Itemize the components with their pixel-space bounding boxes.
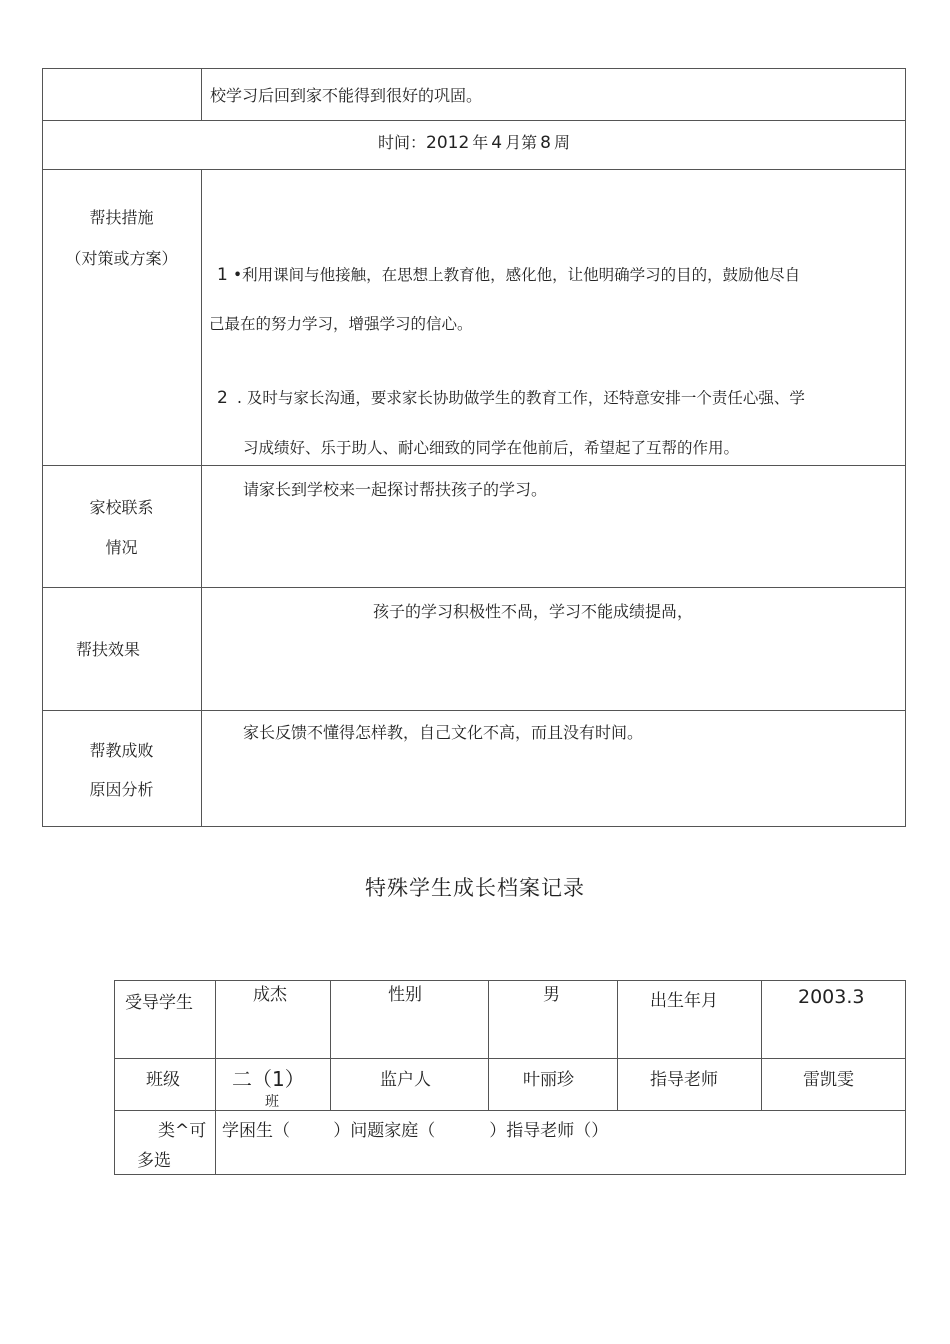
time-month: 4 (491, 133, 503, 153)
row-divider (42, 465, 906, 466)
row-divider (42, 587, 906, 588)
time-row (42, 133, 906, 153)
measure-2-line-1: . 及时与家长沟通，要求家长协助做学生的教育工作，还特意安排一个责任心强、学 (237, 389, 805, 407)
contact-label: 家校联系 (89, 498, 154, 517)
effect-text: 孩子的学习积极性不咼，学习不能成绩提咼， (373, 602, 694, 621)
teacher-label: 指导老师 (650, 1070, 718, 1090)
category-label: 类^可 (158, 1121, 207, 1141)
row-divider (42, 710, 906, 711)
effect-label: 帮扶效果 (76, 640, 141, 659)
guardian-label: 监户人 (380, 1070, 431, 1090)
contact-text: 请家长到学校来一起探讨帮扶孩子的学习。 (243, 480, 548, 499)
column-divider (617, 980, 618, 1110)
continuation-text: 校学习后回到家不能得到很好的巩固。 (210, 86, 483, 105)
column-divider (488, 980, 489, 1110)
time-month-unit: 月第 (505, 133, 538, 152)
category-sublabel: 多选 (137, 1151, 171, 1171)
row-divider (114, 1110, 906, 1111)
gender-value: 男 (543, 985, 560, 1005)
student-label: 受导学生 (125, 993, 193, 1013)
teacher-value: 雷凯雯 (803, 1070, 854, 1090)
column-divider (201, 169, 202, 827)
measures-label: 帮扶措施 (89, 208, 154, 227)
time-week: 8 (540, 133, 551, 153)
time-week-unit: 周 (553, 133, 570, 152)
guardian-value: 叶丽珍 (523, 1070, 574, 1090)
column-divider (215, 980, 216, 1175)
column-divider (761, 980, 762, 1110)
class-label: 班级 (146, 1070, 180, 1090)
archive-title: 特殊学生成长档案记录 (365, 876, 585, 900)
column-divider (201, 68, 202, 120)
category-options: 学困生（ ）问题家庭（ ）指导老师（） (222, 1121, 609, 1141)
analysis-sublabel: 原因分析 (89, 780, 154, 799)
analysis-text: 家长反馈不懂得怎样教，自己文化不高，而且没有时间。 (243, 723, 644, 742)
birth-label: 出生年月 (650, 991, 718, 1011)
measure-1-line-1: •利用课间与他接触，在思想上教育他，感化他，让他明确学习的目的，鼓励他尽自 (233, 266, 801, 284)
time-label: 时间： (378, 133, 427, 152)
measure-2-line-2: 习成绩好、乐于助人、耐心细致的同学在他前后，希望起了互帮的作用。 (243, 439, 740, 457)
gender-label: 性别 (388, 985, 422, 1005)
time-year: 2012 (426, 133, 470, 153)
measures-sublabel: （对策或方案） (65, 249, 178, 268)
time-year-unit: 年 (472, 133, 489, 152)
measure-2-number: 2 (217, 388, 228, 408)
class-value-suffix: 班 (265, 1094, 279, 1110)
column-divider (330, 980, 331, 1110)
row-divider (42, 169, 906, 170)
measure-1-number: 1 (217, 265, 228, 285)
row-divider (42, 120, 906, 121)
student-name: 成杰 (253, 985, 287, 1005)
row-divider (114, 1058, 906, 1059)
birth-value: 2003.3 (798, 986, 865, 1008)
class-value: 二（1） (232, 1067, 305, 1091)
analysis-label: 帮教成败 (89, 741, 154, 760)
contact-sublabel: 情况 (105, 538, 138, 557)
measure-1-line-2: 己最在的努力学习，增强学习的信心。 (209, 315, 473, 333)
